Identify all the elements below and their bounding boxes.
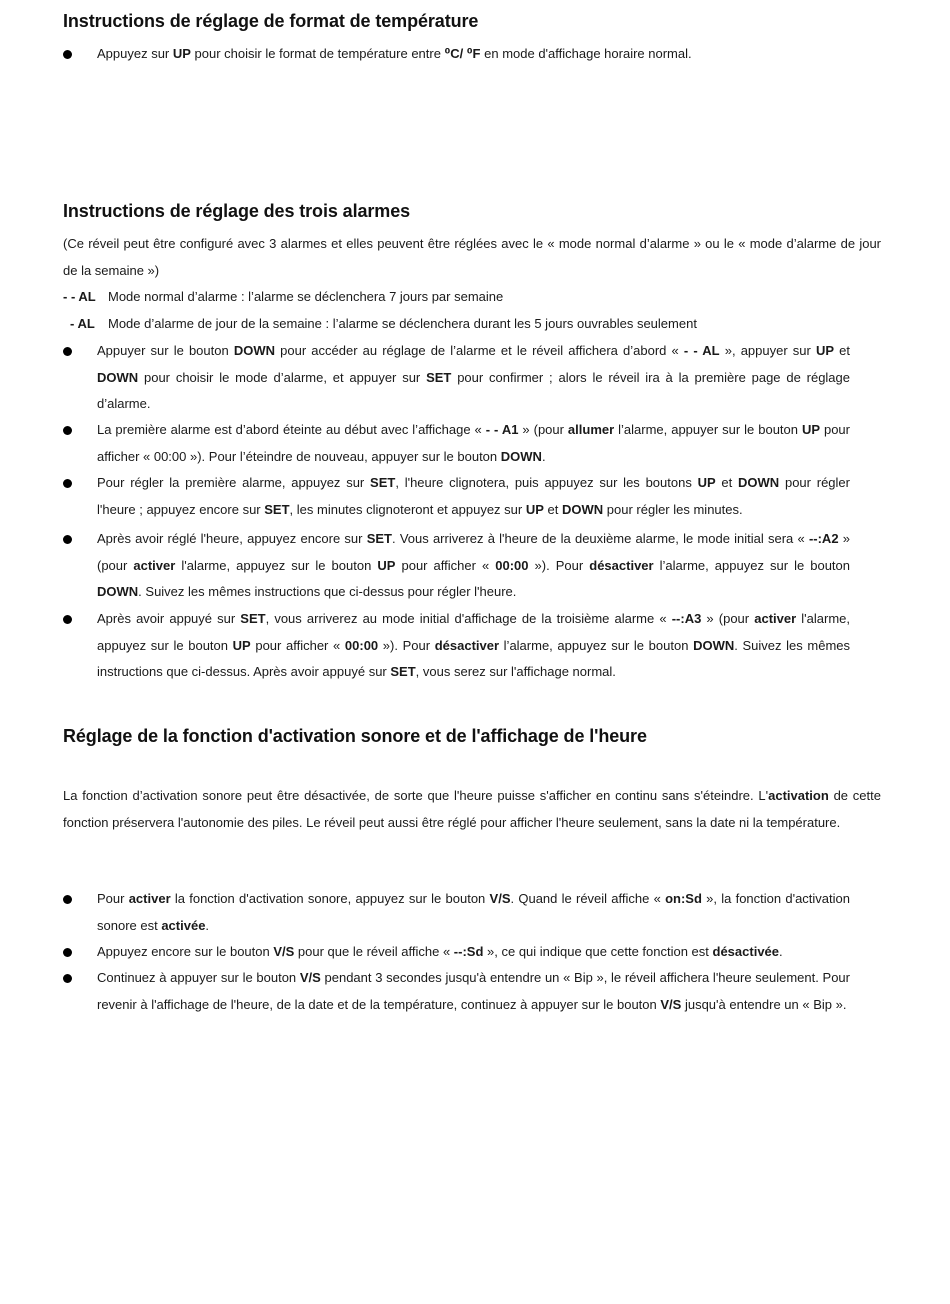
bold-term: V/S [299, 970, 321, 985]
bullet-icon [63, 895, 72, 904]
bullet-icon [63, 50, 72, 59]
bold-term: SET [370, 475, 396, 490]
bold-term: --:Sd [453, 944, 484, 959]
bold-term: DOWN [561, 501, 604, 517]
alarm-mode-weekday [70, 311, 697, 338]
bold-term: désactiver [434, 637, 500, 653]
rich-text: Pour régler la première alarme, appuyez sur SET, l'heure clignotera, puis appuyez sur les boutons UP et DOWN pour régler l'heure ; appuyez encore sur SET, les minutes clignoteront et appuyez sur UP et DOWN pour régler les minutes. [97, 475, 850, 517]
bold-term: activer [754, 611, 797, 626]
section-title-three-alarms: Instructions de réglage des trois alarmes [63, 201, 411, 221]
bullet-icon [63, 974, 72, 983]
rich-text: Appuyez sur UP pour choisir le format de température entre ⁰C/ ⁰F en mode d'affichage horaire normal. [97, 46, 692, 61]
bold-term: - - A1 [485, 422, 519, 437]
bold-term: --:A3 [671, 611, 702, 626]
bullet-icon [63, 535, 72, 544]
bold-term: SET [426, 369, 452, 385]
rich-text: La première alarme est d’abord éteinte au début avec l’affichage « - - A1 » (pour allumer l’alarme, appuyer sur le bouton UP pour afficher « 00:00 »). Pour l’éteindre de nouveau, appuyer sur le bouton DOWN. [97, 422, 850, 464]
mode-desc: Mode normal d’alarme : l’alarme se déclenchera 7 jours par semaine [108, 289, 504, 304]
sound-intro: La fonction d’activation sonore peut être désactivée, de sorte que l'heure puisse s'afficher en continu sans s'éteindre. L'activation de cette fonction préservera l'autonomie des piles. Le réveil peut aussi être réglé pour afficher l'heure seulement, sans la date ni la température. [63, 788, 881, 830]
bold-term: V/S [489, 891, 511, 906]
mode-code: - AL [70, 316, 95, 331]
bullet-icon [63, 948, 72, 957]
bold-term: désactiver [589, 557, 654, 573]
bullet-icon [63, 479, 72, 488]
bold-term: DOWN [500, 448, 542, 464]
bold-term: activer [133, 557, 176, 573]
rich-text: Après avoir appuyé sur SET, vous arriverez au mode initial d'affichage de la troisième alarme « --:A3 » (pour activer l'alarme, appuyez sur le bouton UP pour afficher « 00:00 »). Pour désactiver l’alarme, appuyez sur le bouton DOWN. Suivez les mêmes instructions que ci-dessus. Après avoir appuyé sur SET, vous serez sur l'affichage normal. [97, 611, 851, 679]
bold-term: activer [128, 891, 171, 906]
bullet-sound-activate [63, 886, 850, 939]
mode-desc: Mode d’alarme de jour de la semaine : l’alarme se déclenchera durant les 5 jours ouvrables seulement [108, 316, 697, 331]
bold-term: DOWN [233, 343, 276, 358]
bold-term: on:Sd [665, 891, 702, 906]
bold-term: ⁰C/ ⁰F [444, 46, 481, 61]
alarm-mode-normal [63, 284, 503, 311]
bold-term: UP [815, 343, 835, 358]
bold-term: - - AL [683, 343, 720, 358]
bold-term: activation [768, 788, 829, 803]
bullet-icon [63, 347, 72, 356]
bold-term: SET [240, 611, 266, 626]
bullet-alarm1-onoff [63, 417, 850, 470]
bold-term: UP [232, 637, 251, 653]
bold-term: SET [264, 501, 290, 517]
bold-term: UP [377, 557, 396, 573]
rich-text: Appuyez encore sur le bouton V/S pour que le réveil affiche « --:Sd », ce qui indique que cette fonction est désactivée. [97, 944, 783, 959]
rich-text: Après avoir réglé l'heure, appuyez encore sur SET. Vous arriverez à l'heure de la deuxième alarme, le mode initial sera « --:A2 » (pour activer l'alarme, appuyez sur le bouton UP pour afficher « 00:00 »). Pour désactiver l’alarme, appuyez sur le bouton DOWN. Suivez les mêmes instructions que ci-dessus pour régler l'heure. [97, 531, 851, 599]
alarm-intro: (Ce réveil peut être configuré avec 3 alarmes et elles peuvent être réglées avec le « mode normal d’alarme » ou le « mode d’alarme de jour de la semaine ») [63, 236, 881, 278]
bullet-alarm1-set [63, 470, 850, 523]
bold-term: SET [390, 664, 416, 679]
rich-text: Appuyer sur le bouton DOWN pour accéder au réglage de l’alarme et le réveil affichera d’abord « - - AL », appuyer sur UP et DOWN pour choisir le mode d’alarme, et appuyer sur SET pour confirmer ; alors le réveil ira à la première page de réglage d’alarme. [97, 343, 851, 411]
bullet-time-only [63, 965, 850, 1018]
bullet-temperature-format [63, 41, 850, 68]
bold-term: --:A2 [808, 531, 839, 546]
bold-term: V/S [660, 996, 682, 1012]
bullet-alarm2 [63, 526, 850, 606]
bold-term: UP [525, 501, 544, 517]
bold-term: DOWN [738, 475, 780, 490]
bold-term: DOWN [97, 584, 139, 599]
bold-term: 00:00 [344, 637, 379, 653]
bold-term: désactivée [712, 944, 780, 959]
rich-text: Pour activer la fonction d'activation sonore, appuyez sur le bouton V/S. Quand le réveil affiche « on:Sd », la fonction d'activation sonore est activée. [97, 891, 850, 933]
section-title-sound-activation: Réglage de la fonction d'activation sonore et de l'affichage de l'heure [63, 726, 647, 746]
bold-term: UP [697, 475, 716, 490]
bullet-sound-deactivate [63, 939, 850, 966]
rich-text: Continuez à appuyer sur le bouton V/S pendant 3 secondes jusqu'à entendre un « Bip », le réveil affichera l'heure seulement. Pour revenir à l'affichage de l'heure, de la date et de la température, continuez à appuyer sur le bouton V/S jusqu'à entendre un « Bip ». [97, 970, 850, 1012]
section-title-temperature-format: Instructions de réglage de format de température [63, 11, 479, 31]
bold-term: allumer [567, 422, 615, 437]
bold-term: UP [172, 46, 191, 61]
bullet-alarm3 [63, 606, 850, 686]
bold-term: 00:00 [495, 557, 529, 573]
bold-term: DOWN [97, 369, 139, 385]
bold-term: UP [801, 422, 821, 437]
bullet-alarm-access [63, 338, 850, 418]
mode-code: - - AL [63, 289, 96, 304]
bullet-icon [63, 426, 72, 435]
bold-term: DOWN [693, 637, 735, 653]
bold-term: activée [161, 917, 206, 933]
bold-term: SET [366, 531, 392, 546]
bold-term: V/S [273, 944, 295, 959]
bullet-icon [63, 615, 72, 624]
